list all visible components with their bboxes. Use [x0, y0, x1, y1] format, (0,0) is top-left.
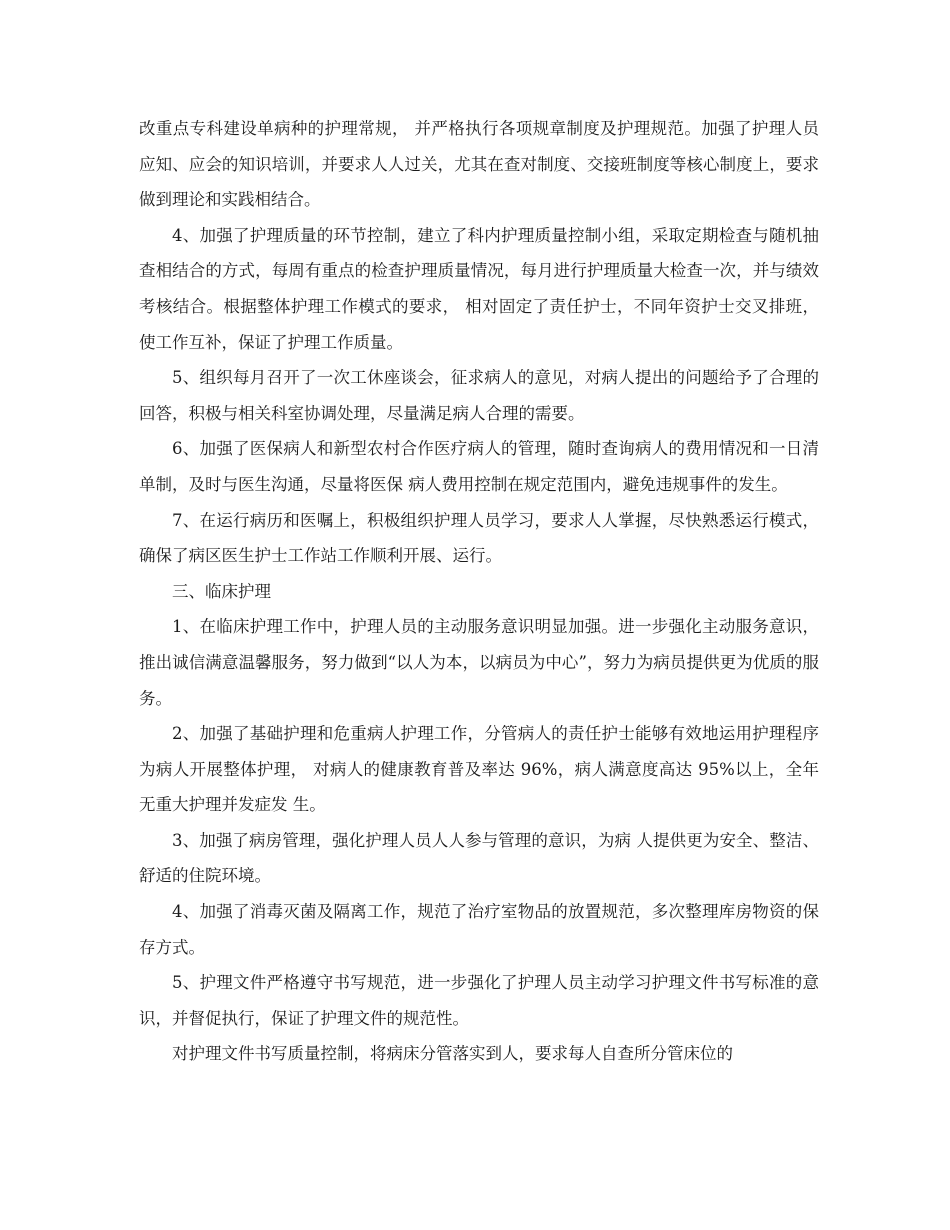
paragraph-item-4-quality-control: 4、加强了护理质量的环节控制，建立了科内护理质量控制小组，采取定期检查与随机抽查相结合的方式，每周有重点的检查护理质量情况，每月进行护理质量大检查一次，并与绩效考核结合。根据整体护理工作模式的要求， 相对固定了责任护士，不同年资护士交叉排班， 使工作互补，保证了护理工作质量。	[139, 225, 819, 352]
paragraph-item-2-basic-care: 2、加强了基础护理和危重病人护理工作，分管病人的责任护士能够有效地运用护理程序为病人开展整体护理， 对病人的健康教育普及率达 96%，病人满意度高达 95%以上，全年无重大护理并发症发 生。	[139, 724, 819, 815]
paragraph-item-4-disinfection: 4、加强了消毒灭菌及隔离工作，规范了治疗室物品的放置规范，多次整理库房物资的保存方式。	[139, 902, 819, 957]
paragraph-item-6-insurance: 6、加强了医保病人和新型农村合作医疗病人的管理，随时查询病人的费用情况和一日清单制，及时与医生沟通，尽量将医保 病人费用控制在规定范围内，避免违规事件的发生。	[139, 439, 819, 494]
paragraph-continuation: 改重点专科建设单病种的护理常规， 并严格执行各项规章制度及护理规范。加强了护理人员应知、应会的知识培训，并要求人人过关，尤其在查对制度、交接班制度等核心制度上，要求做到理论和实践相结合。	[139, 119, 819, 210]
paragraph-item-7-medical-records: 7、在运行病历和医嘱上，积极组织护理人员学习，要求人人掌握，尽快熟悉运行模式，确保了病区医生护士工作站工作顺利开展、运行。	[139, 510, 819, 566]
section-heading-clinical-nursing: 三、临床护理	[172, 581, 271, 601]
paragraph-item-5-documentation: 5、护理文件严格遵守书写规范，进一步强化了护理人员主动学习护理文件书写标准的意识，并督促执行，保证了护理文件的规范性。	[139, 973, 819, 1028]
paragraph-item-1-service: 1、在临床护理工作中，护理人员的主动服务意识明显加强。进一步强化主动服务意识，推出诚信满意温馨服务，努力做到“以人为本，以病员为中心”，努力为病员提供更为优质的服务。	[139, 617, 819, 708]
paragraph-item-5-patient-forum: 5、组织每月召开了一次工休座谈会，征求病人的意见，对病人提出的问题给予了合理的回答，积极与相关科室协调处理，尽量满足病人合理的需要。	[139, 368, 819, 423]
paragraph-documentation-control: 对护理文件书写质量控制，将病床分管落实到人，要求每人自查所分管床位的	[172, 1044, 733, 1064]
document-body	[139, 111, 819, 1072]
paragraph-item-3-ward-management: 3、加强了病房管理，强化护理人员人人参与管理的意识，为病 人提供更为安全、整洁、舒适的住院环境。	[139, 830, 819, 886]
